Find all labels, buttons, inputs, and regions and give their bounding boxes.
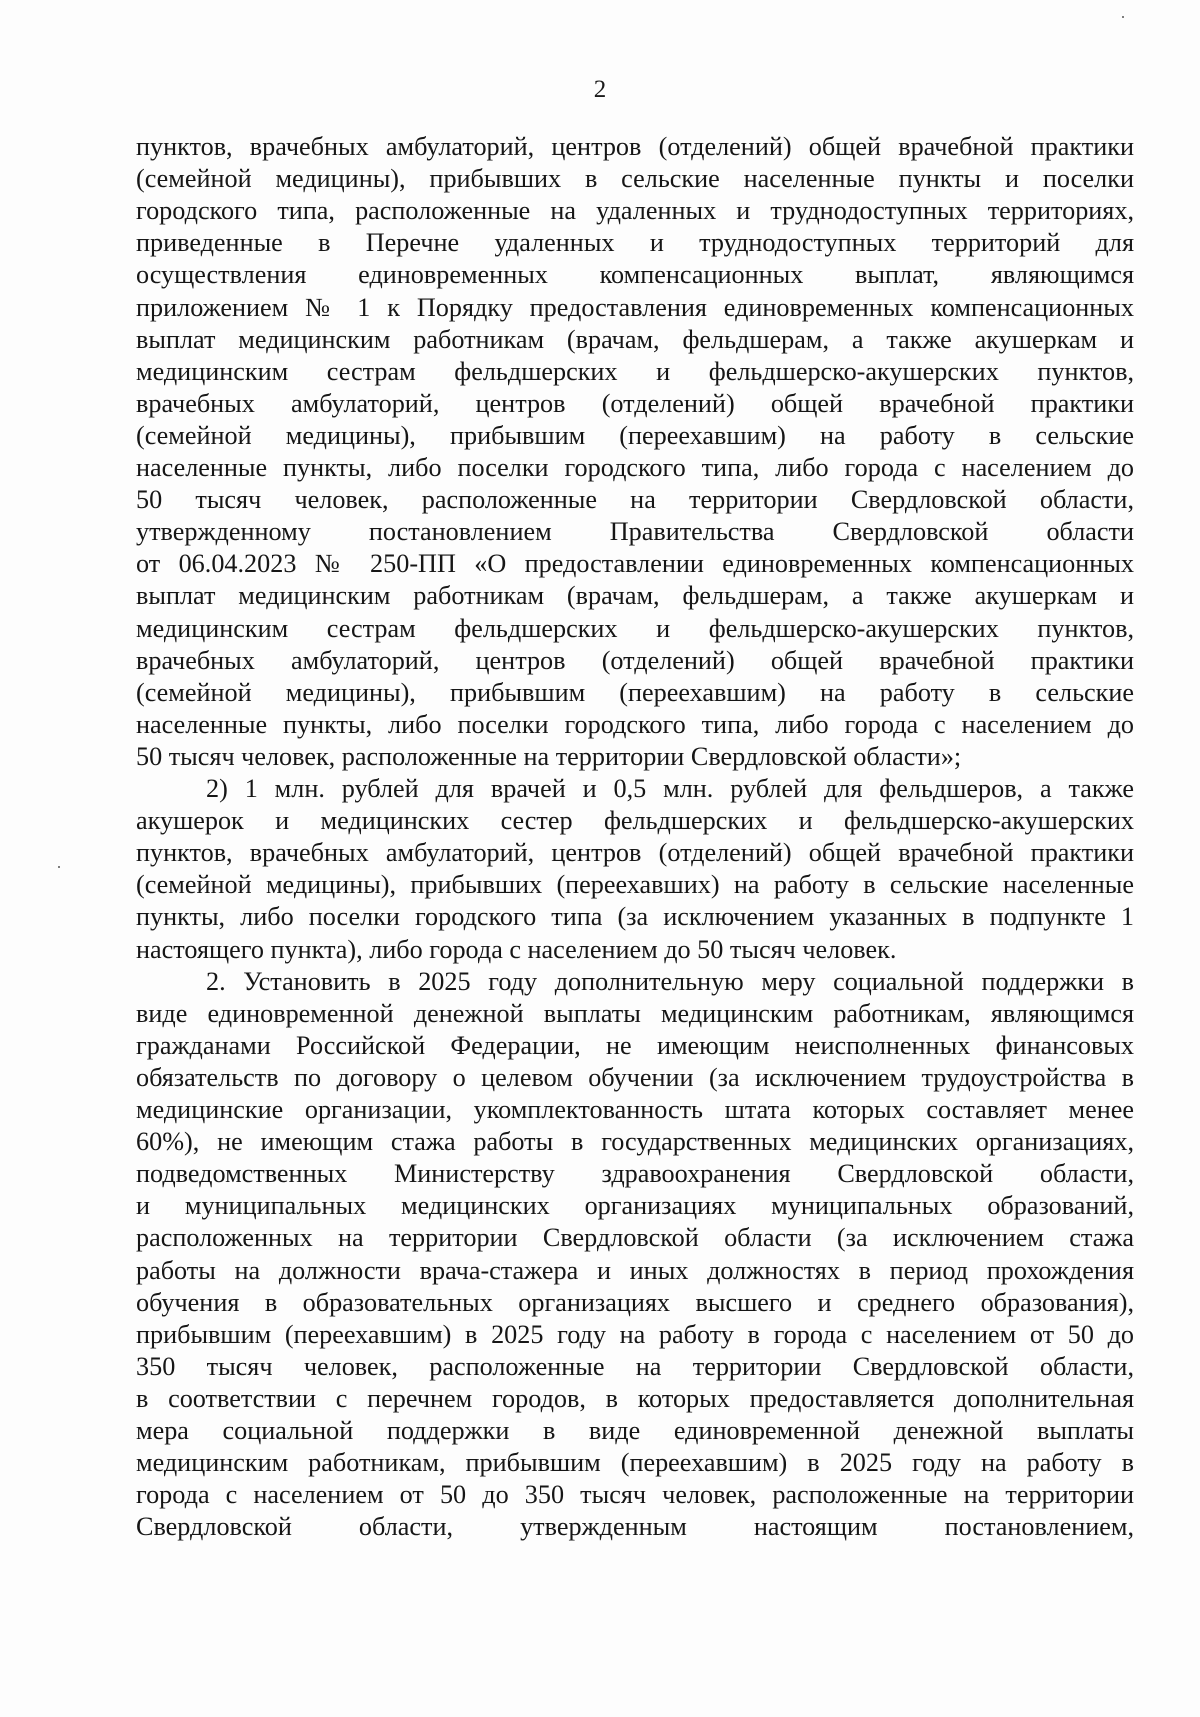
text-line: приведенные в Перечне удаленных и труднодоступных территорий для: [136, 228, 1134, 257]
text-line: населенные пункты, либо поселки городского типа, либо города с населением до: [136, 710, 1134, 739]
text-line: обучения в образовательных организациях высшего и среднего образования),: [136, 1288, 1134, 1317]
text-line: Свердловской области, утвержденным настоящим постановлением,: [136, 1512, 1134, 1541]
text-line: и муниципальных медицинских организациях муниципальных образований,: [136, 1191, 1134, 1220]
scan-speck: [1122, 16, 1124, 18]
text-line: врачебных амбулаторий, центров (отделений) общей врачебной практики: [136, 389, 1134, 418]
paragraph-first-line: 2) 1 млн. рублей для врачей и 0,5 млн. рублей для фельдшеров, а также: [206, 774, 1134, 803]
text-line: пунктов, врачебных амбулаторий, центров (отделений) общей врачебной практики: [136, 132, 1134, 161]
text-line: акушерок и медицинских сестер фельдшерских и фельдшерско-акушерских: [136, 806, 1134, 835]
text-line: выплат медицинским работникам (врачам, фельдшерам, а также акушеркам и: [136, 581, 1134, 610]
text-line: 50 тысяч человек, расположенные на территории Свердловской области,: [136, 485, 1134, 514]
text-line: осуществления единовременных компенсационных выплат, являющимся: [136, 260, 1134, 289]
text-line: медицинским сестрам фельдшерских и фельдшерско-акушерских пунктов,: [136, 357, 1134, 386]
text-line: работы на должности врача-стажера и иных должностях в период прохождения: [136, 1256, 1134, 1285]
text-line: городского типа, расположенные на удаленных и труднодоступных территориях,: [136, 196, 1134, 225]
text-line: виде единовременной денежной выплаты медицинским работникам, являющимся: [136, 999, 1134, 1028]
text-line: города с населением от 50 до 350 тысяч человек, расположенные на территории: [136, 1480, 1134, 1509]
page-number: 2: [593, 76, 607, 103]
text-line: прибывшим (переехавшим) в 2025 году на работу в города с населением от 50 до: [136, 1320, 1134, 1349]
text-line: (семейной медицины), прибывших (переехавших) на работу в сельские населенные: [136, 870, 1134, 899]
text-line: расположенных на территории Свердловской области (за исключением стажа: [136, 1223, 1134, 1252]
text-line: врачебных амбулаторий, центров (отделений) общей врачебной практики: [136, 646, 1134, 675]
text-line: (семейной медицины), прибывших в сельские населенные пункты и поселки: [136, 164, 1134, 193]
text-line: настоящего пункта), либо города с населением до 50 тысяч человек.: [136, 935, 897, 964]
text-line: обязательств по договору о целевом обучении (за исключением трудоустройства в: [136, 1063, 1134, 1092]
text-line: 50 тысяч человек, расположенные на территории Свердловской области»;: [136, 742, 962, 771]
text-line: приложением № 1 к Порядку предоставления единовременных компенсационных: [136, 293, 1134, 322]
text-line: гражданами Российской Федерации, не имеющим неисполненных финансовых: [136, 1031, 1134, 1060]
text-line: в соответствии с перечнем городов, в которых предоставляется дополнительная: [136, 1384, 1134, 1413]
text-line: выплат медицинским работникам (врачам, фельдшерам, а также акушеркам и: [136, 325, 1134, 354]
text-line: пункты, либо поселки городского типа (за исключением указанных в подпункте 1: [136, 902, 1134, 931]
text-line: медицинские организации, укомплектованность штата которых составляет менее: [136, 1095, 1134, 1124]
text-line: населенные пункты, либо поселки городского типа, либо города с населением до: [136, 453, 1134, 482]
text-line: (семейной медицины), прибывшим (переехавшим) на работу в сельские: [136, 421, 1134, 450]
scan-speck: [58, 866, 60, 868]
text-line: пунктов, врачебных амбулаторий, центров (отделений) общей врачебной практики: [136, 838, 1134, 867]
text-line: от 06.04.2023 № 250-ПП «О предоставлении единовременных компенсационных: [136, 549, 1134, 578]
text-line: утвержденному постановлением Правительства Свердловской области: [136, 517, 1134, 546]
text-line: (семейной медицины), прибывшим (переехавшим) на работу в сельские: [136, 678, 1134, 707]
text-line: мера социальной поддержки в виде единовременной денежной выплаты: [136, 1416, 1134, 1445]
text-line: медицинским работникам, прибывшим (переехавшим) в 2025 году на работу в: [136, 1448, 1134, 1477]
paragraph-first-line: 2. Установить в 2025 году дополнительную меру социальной поддержки в: [206, 967, 1134, 996]
text-line: 350 тысяч человек, расположенные на территории Свердловской области,: [136, 1352, 1134, 1381]
text-line: 60%), не имеющим стажа работы в государственных медицинских организациях,: [136, 1127, 1134, 1156]
text-line: подведомственных Министерству здравоохранения Свердловской области,: [136, 1159, 1134, 1188]
text-line: медицинским сестрам фельдшерских и фельдшерско-акушерских пунктов,: [136, 614, 1134, 643]
